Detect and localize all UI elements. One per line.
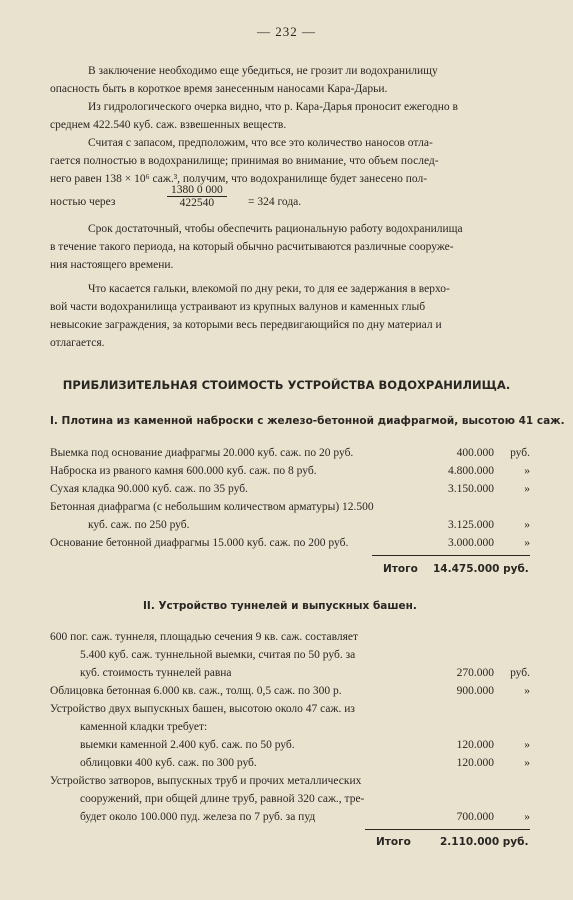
cost-unit: » (524, 537, 530, 549)
section-2-title: II. Устройство туннелей и выпускных башен. (143, 600, 417, 612)
cost-unit: » (524, 757, 530, 769)
total-rule (372, 555, 530, 556)
cost-unit: » (524, 685, 530, 697)
cost-description: Бетонная диафрагма (с небольшим количеством арматуры) 12.500 (50, 501, 374, 513)
text-line: Срок достаточный, чтобы обеспечить рациональную работу водохранилища (88, 223, 463, 235)
cost-amount: 3.150.000 (448, 483, 494, 495)
cost-description: Наброска из рваного камня 600.000 куб. саж. по 8 руб. (50, 465, 317, 477)
cost-amount: 700.000 (456, 811, 494, 823)
cost-amount: 3.000.000 (448, 537, 494, 549)
paragraph-gravel (50, 280, 530, 352)
cost-description: сооружений, при общей длине труб, равной 320 саж., тре- (80, 793, 365, 805)
cost-description: 600 пог. саж. туннеля, площадью сечения 9 кв. саж. составляет (50, 631, 359, 643)
text-line: гается полностью в водохранилище; принимая во внимание, что объем послед- (50, 155, 439, 167)
cost-row (50, 790, 530, 808)
cost-unit: » (524, 519, 530, 531)
formula-prefix: ностью через (50, 196, 116, 208)
cost-row (50, 754, 530, 772)
cost-unit: руб. (510, 447, 530, 459)
cost-description: будет около 100.000 пуд. железа по 7 руб. за пуд (80, 811, 316, 823)
cost-description: Устройство затворов, выпускных труб и прочих металлических (50, 775, 362, 787)
cost-row (50, 772, 530, 790)
cost-row (50, 444, 530, 462)
section-1-total-label: Итого (383, 563, 418, 575)
section-1-total-value: 14.475.000 руб. (433, 563, 529, 575)
section-1-title: I. Плотина из каменной наброски с железо-бетонной диафрагмой, высотою 41 саж. (50, 415, 565, 427)
cost-description: Сухая кладка 90.000 куб. саж. по 35 руб. (50, 483, 248, 495)
cost-unit: » (524, 483, 530, 495)
cost-row (50, 646, 530, 664)
cost-amount: 120.000 (456, 739, 494, 751)
section-2-total-value: 2.110.000 руб. (440, 836, 529, 848)
text-line: Что касается гальки, влекомой по дну реки, то для ее задержания в верхо- (88, 283, 450, 295)
cost-description: Выемка под основание диафрагмы 20.000 куб. саж. по 20 руб. (50, 447, 354, 459)
cost-description: выемки каменной 2.400 куб. саж. по 50 руб. (80, 739, 295, 751)
cost-row (50, 736, 530, 754)
section-2-total-label: Итого (376, 836, 411, 848)
cost-row (50, 682, 530, 700)
text-line: Из гидрологического очерка видно, что р. Кара-Дарья проносит ежегодно в (88, 101, 458, 113)
cost-amount: 270.000 (456, 667, 494, 679)
cost-amount: 900.000 (456, 685, 494, 697)
formula-result: = 324 года. (248, 196, 302, 208)
cost-description: куб. саж. по 250 руб. (88, 519, 190, 531)
text-line: отлагается. (50, 337, 105, 349)
text-line: невысокие заграждения, за которыми весь передвигающийся по дну материал и (50, 319, 442, 331)
cost-amount: 120.000 (456, 757, 494, 769)
page-number: — 232 — (257, 24, 316, 39)
cost-description: куб. стоимость туннелей равна (80, 667, 232, 679)
cost-unit: » (524, 811, 530, 823)
text-line: В заключение необходимо еще убедиться, не грозит ли водохранилищу (88, 65, 438, 77)
text-line: вой части водохранилища устраивают из крупных валунов и каменных глыб (50, 301, 426, 313)
cost-description: облицовки 400 куб. саж. по 300 руб. (80, 757, 257, 769)
cost-row (50, 664, 530, 682)
cost-description: 5.400 куб. саж. туннельной выемки, считая по 50 руб. за (80, 649, 356, 661)
paragraph-term (50, 220, 530, 274)
text-line: него равен 138 × 10⁶ саж.³, получим, что водохранилище будет занесено пол- (50, 173, 428, 185)
formula-fraction (167, 184, 227, 209)
cost-description: Основание бетонной диафрагмы 15.000 куб. саж. по 200 руб. (50, 537, 349, 549)
sediment-formula (50, 184, 530, 224)
cost-row (50, 808, 530, 826)
cost-unit: » (524, 739, 530, 751)
cost-description: Устройство двух выпускных башен, высотою около 47 саж. из (50, 703, 355, 715)
cost-row (50, 628, 530, 646)
text-line: среднем 422.540 куб. саж. взвешенных веществ. (50, 119, 287, 131)
cost-amount: 400.000 (456, 447, 494, 459)
cost-description: каменной кладки требует: (80, 721, 208, 733)
formula-denominator: 422540 (179, 197, 215, 209)
total-rule (365, 829, 530, 830)
text-line: опасность быть в короткое время занесенным наносами Кара-Дарьи. (50, 83, 388, 95)
cost-heading: ПРИБЛИЗИТЕЛЬНАЯ СТОИМОСТЬ УСТРОЙСТВА ВОДОХРАНИЛИЩА. (62, 378, 511, 392)
cost-row (50, 480, 530, 498)
cost-amount: 3.125.000 (448, 519, 494, 531)
text-line: ния настоящего времени. (50, 259, 174, 271)
cost-unit: » (524, 465, 530, 477)
intro-paragraph (50, 62, 530, 188)
text-line: в течение такого периода, на который обычно расчитываются различные сооруже- (50, 241, 454, 253)
cost-row (50, 498, 530, 516)
cost-unit: руб. (510, 667, 530, 679)
cost-row (50, 516, 530, 534)
cost-description: Облицовка бетонная 6.000 кв. саж., толщ. 0,5 саж. по 300 р. (50, 685, 342, 697)
text-line: Считая с запасом, предположим, что все это количество наносов отла- (88, 137, 433, 149)
cost-amount: 4.800.000 (448, 465, 494, 477)
formula-numerator: 1380 0 000 (167, 184, 227, 197)
cost-row (50, 718, 530, 736)
cost-row (50, 700, 530, 718)
cost-row (50, 534, 530, 552)
cost-row (50, 462, 530, 480)
